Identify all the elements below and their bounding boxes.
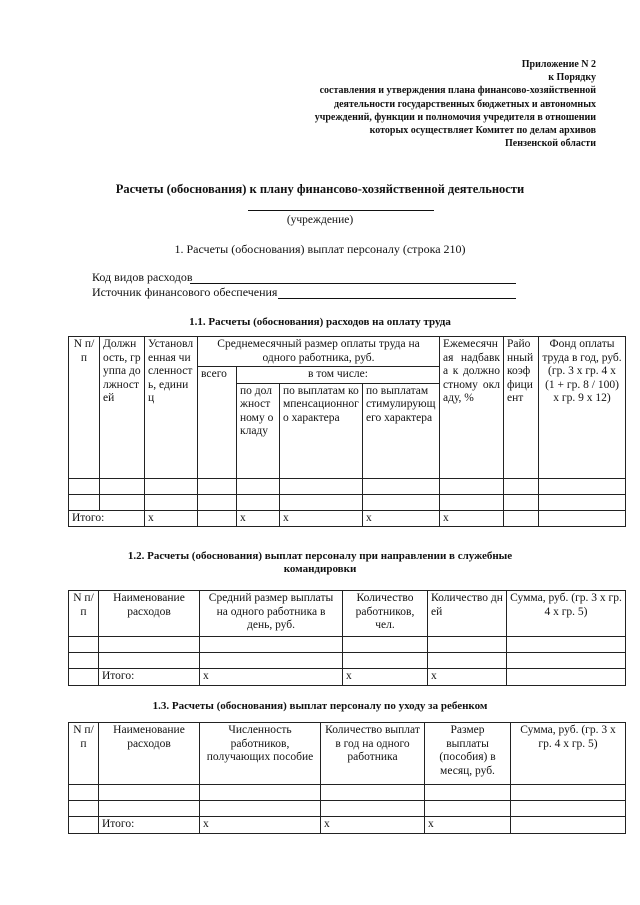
total-x: x bbox=[321, 817, 425, 834]
col-header-num: N п/п bbox=[69, 337, 100, 479]
col-header-by-salary: по должностному окладу bbox=[237, 383, 280, 478]
appendix-number: Приложение N 2 bbox=[521, 59, 596, 70]
table-total-row bbox=[69, 817, 626, 834]
table2-caption bbox=[0, 550, 640, 576]
col-header-bonus: Ежемесячная надбавка к должностному окладу, % bbox=[440, 337, 504, 479]
table-row bbox=[69, 494, 626, 510]
funding-source-label: Источник финансового обеспечения bbox=[92, 285, 278, 299]
col-header-staff: Установленная численность, единиц bbox=[145, 337, 198, 479]
total-x: x bbox=[237, 510, 280, 527]
childcare-table bbox=[68, 722, 626, 834]
appendix-line: Пензенской области bbox=[504, 138, 596, 150]
col-header-num: N п/п bbox=[69, 591, 99, 637]
appendix-line: учреждений, функции и полномочия учредителя в отношении bbox=[314, 111, 596, 123]
total-x: x bbox=[200, 817, 321, 834]
col-header-avg-salary: Среднемесячный размер оплаты труда на одного работника, руб. bbox=[198, 337, 440, 367]
col-header-name: Наименование расходов bbox=[99, 723, 200, 785]
total-label: Итого: bbox=[99, 817, 200, 834]
total-label: Итого: bbox=[99, 669, 200, 686]
total-x: x bbox=[363, 510, 440, 527]
col-header-avg: Средний размер выплаты на одного работника в день, руб. bbox=[200, 591, 343, 637]
table1-caption: 1.1. Расчеты (обоснования) расходов на оплату труда bbox=[189, 316, 451, 328]
total-x: x bbox=[200, 669, 343, 686]
col-header-payments: Количество выплат в год на одного работника bbox=[321, 723, 425, 785]
col-header-num: N п/п bbox=[69, 723, 99, 785]
table-row bbox=[69, 785, 626, 801]
institution-line bbox=[248, 210, 434, 211]
appendix-header bbox=[315, 58, 596, 150]
total-x: x bbox=[425, 817, 511, 834]
appendix-line: деятельности государственных бюджетных и автономных bbox=[334, 98, 596, 110]
section1-title: 1. Расчеты (обоснования) выплат персоналу (строка 210) bbox=[174, 242, 466, 256]
total-x: x bbox=[145, 510, 198, 527]
table3-caption: 1.3. Расчеты (обоснования) выплат персоналу по уходу за ребенком bbox=[152, 700, 488, 712]
salary-table bbox=[68, 336, 626, 527]
col-header-workers: Количество работников, чел. bbox=[343, 591, 428, 637]
total-x: x bbox=[343, 669, 428, 686]
document-title: Расчеты (обоснования) к плану финансово-хозяйственной деятельности bbox=[115, 182, 525, 196]
table-row bbox=[69, 478, 626, 494]
institution-caption: (учреждение) bbox=[286, 214, 354, 226]
col-header-compensation: по выплатам компенсационного характера bbox=[280, 383, 363, 478]
funding-source-field[interactable] bbox=[278, 298, 516, 299]
col-header-count: Численность работников, получающих пособие bbox=[200, 723, 321, 785]
total-x: x bbox=[428, 669, 507, 686]
table-row bbox=[69, 653, 626, 669]
table-row bbox=[69, 801, 626, 817]
table-total-row bbox=[69, 669, 626, 686]
col-header-sum: Сумма, руб. (гр. 3 x гр. 4 x гр. 5) bbox=[507, 591, 626, 637]
total-x: x bbox=[280, 510, 363, 527]
appendix-line: которых осуществляет Комитет по делам архивов bbox=[369, 125, 596, 137]
col-header-name: Наименование расходов bbox=[99, 591, 200, 637]
col-header-size: Размер выплаты (пособия) в месяц, руб. bbox=[425, 723, 511, 785]
appendix-ref: к Порядку bbox=[548, 72, 596, 84]
col-header-regional: Районный коэффициент bbox=[504, 337, 539, 479]
expense-code-label: Код видов расходов bbox=[92, 270, 193, 284]
total-label: Итого: bbox=[69, 510, 145, 527]
travel-table bbox=[68, 590, 626, 686]
col-header-sum: Сумма, руб. (гр. 3 x гр. 4 x гр. 5) bbox=[511, 723, 626, 785]
col-header-fund: Фонд оплаты труда в год, руб. (гр. 3 x гр. 4 x (1 + гр. 8 / 100) x гр. 9 x 12) bbox=[539, 337, 626, 479]
col-header-position: Должность, группа должностей bbox=[100, 337, 145, 479]
col-header-days: Количество дней bbox=[428, 591, 507, 637]
table2-caption-text: 1.2. Расчеты (обоснования) выплат персоналу при направлении в служебные командировки bbox=[127, 550, 513, 575]
col-header-incl: в том числе: bbox=[237, 367, 440, 384]
total-x: x bbox=[440, 510, 504, 527]
col-header-total: всего bbox=[198, 367, 237, 479]
col-header-incentive: по выплатам стимулирующего характера bbox=[363, 383, 440, 478]
expense-code-field[interactable] bbox=[190, 283, 516, 284]
table-total-row bbox=[69, 510, 626, 527]
appendix-line: составления и утверждения плана финансово-хозяйственной bbox=[319, 85, 596, 97]
table-row bbox=[69, 637, 626, 653]
